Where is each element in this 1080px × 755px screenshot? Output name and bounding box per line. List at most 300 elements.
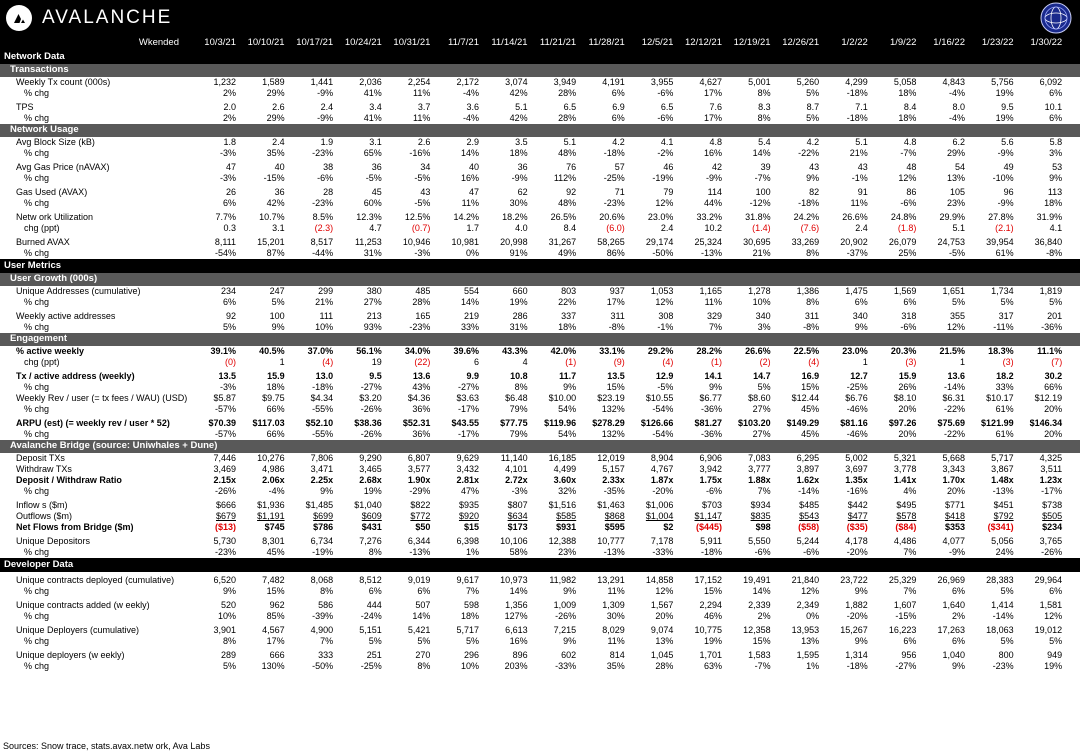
table-cell: 814: [609, 650, 625, 660]
table-cell: 660: [512, 286, 528, 296]
table-cell: 3.60x: [553, 475, 577, 485]
table-cell: 11%: [413, 113, 431, 123]
table-cell: 17,263: [937, 625, 965, 635]
table-cell: 20.3%: [890, 346, 917, 356]
table-cell: 4.8: [903, 137, 917, 147]
table-cell: $666: [215, 500, 236, 510]
subsection-header: [0, 124, 1080, 137]
table-row: [0, 661, 1080, 672]
table-cell: 11%: [461, 198, 479, 208]
table-cell: 28: [323, 187, 334, 197]
table-cell: 311: [804, 311, 820, 321]
table-cell: -19%: [652, 173, 674, 183]
table-cell: 3,577: [407, 464, 431, 474]
table-row: [0, 357, 1080, 368]
metrics-table: [0, 36, 1080, 672]
table-cell: 6%: [903, 297, 917, 307]
subsection-header: [0, 64, 1080, 77]
table-cell: 6,734: [310, 536, 334, 546]
table-cell: -39%: [312, 611, 334, 621]
table-cell: (1): [711, 357, 722, 367]
table-cell: $119.96: [544, 418, 577, 428]
table-cell: 20%: [1044, 404, 1063, 414]
table-cell: -18%: [798, 198, 820, 208]
table-cell: 24.2%: [793, 212, 820, 222]
table-cell: 5%: [1000, 586, 1014, 596]
table-cell: $103.20: [738, 418, 771, 428]
table-cell: 10%: [217, 611, 236, 621]
table-row: [0, 237, 1080, 248]
table-cell: 8.4: [903, 102, 917, 112]
table-cell: 270: [415, 650, 431, 660]
table-cell: 5%: [806, 88, 820, 98]
table-cell: 19%: [363, 486, 382, 496]
table-cell: -16%: [409, 148, 431, 158]
table-cell: (2.3): [314, 223, 334, 233]
table-cell: 3,343: [942, 464, 965, 474]
table-row: [0, 322, 1080, 333]
table-cell: 247: [269, 286, 285, 296]
table-cell: 76: [566, 162, 577, 172]
table-cell: -23%: [312, 198, 334, 208]
table-cell: 53: [1052, 162, 1063, 172]
table-row: [0, 173, 1080, 184]
table-row: [0, 311, 1080, 322]
table-cell: 5.1: [952, 223, 965, 233]
table-cell: 4,486: [893, 536, 917, 546]
table-cell: 79%: [509, 404, 528, 414]
table-cell: 10,973: [500, 575, 528, 585]
table-cell: -5%: [365, 173, 382, 183]
table-cell: 93%: [363, 322, 382, 332]
table-cell: 36: [371, 162, 382, 172]
table-cell: 3,901: [213, 625, 236, 635]
table-cell: 3,867: [991, 464, 1014, 474]
table-cell: 6%: [854, 297, 868, 307]
table-cell: 13,953: [791, 625, 820, 635]
table-cell: 92: [566, 187, 577, 197]
table-cell: 355: [949, 311, 965, 321]
table-cell: 35%: [606, 661, 625, 671]
table-cell: 23%: [558, 547, 577, 557]
table-cell: 43: [809, 162, 820, 172]
row-label: Unique Depositors: [16, 536, 91, 546]
table-cell: -23%: [312, 148, 334, 158]
table-cell: -6%: [657, 88, 674, 98]
table-cell: 8%: [417, 661, 431, 671]
table-cell: 26.6%: [842, 212, 868, 222]
table-cell: $43.55: [451, 418, 479, 428]
table-cell: 165: [415, 311, 431, 321]
table-cell: $1,004: [645, 511, 674, 521]
table-cell: 8%: [806, 248, 820, 258]
table-cell: -5%: [948, 248, 965, 258]
table-cell: $431: [361, 522, 382, 532]
table-cell: $792: [993, 511, 1014, 521]
table-cell: -15%: [895, 611, 917, 621]
table-cell: 598: [463, 600, 479, 610]
table-row: [0, 382, 1080, 393]
table-cell: 286: [512, 311, 528, 321]
table-cell: 2.15x: [213, 475, 236, 485]
table-cell: $1,463: [597, 500, 625, 510]
table-cell: 8,068: [310, 575, 334, 585]
subsection-title: Transactions: [10, 64, 69, 75]
table-cell: 36: [517, 162, 528, 172]
row-label: Unique contracts added (w eekly): [16, 600, 150, 610]
table-cell: 66%: [266, 429, 285, 439]
table-cell: 33.2%: [696, 212, 722, 222]
table-cell: 1%: [806, 661, 820, 671]
table-cell: 16%: [509, 636, 528, 646]
table-cell: 6%: [951, 586, 965, 596]
table-cell: 2.4: [855, 223, 868, 233]
table-cell: 1,314: [845, 650, 868, 660]
table-cell: 5,668: [942, 453, 965, 463]
table-cell: 28%: [558, 113, 577, 123]
table-cell: 299: [318, 286, 334, 296]
table-cell: 3,777: [748, 464, 771, 474]
table-cell: 2.6: [272, 102, 285, 112]
table-cell: (0): [225, 357, 236, 367]
table-cell: 8%: [320, 586, 334, 596]
table-cell: $1,191: [257, 511, 285, 521]
table-cell: 41%: [363, 88, 382, 98]
table-cell: 507: [415, 600, 431, 610]
table-cell: $585: [556, 511, 577, 521]
table-cell: 26: [225, 187, 236, 197]
table-cell: 1.23x: [1039, 475, 1063, 485]
table-row: [0, 636, 1080, 647]
table-cell: -4%: [268, 486, 285, 496]
table-cell: 8%: [757, 88, 771, 98]
table-cell: 16,185: [548, 453, 577, 463]
table-row: [0, 475, 1080, 486]
table-row: [0, 297, 1080, 308]
table-cell: 18.3%: [988, 346, 1014, 356]
table-cell: -9%: [317, 88, 334, 98]
table-cell: 21.5%: [939, 346, 965, 356]
table-cell: 79%: [509, 429, 528, 439]
table-cell: 20%: [898, 429, 917, 439]
table-cell: 3.1: [369, 137, 382, 147]
row-label: ARPU (est) (= weekly rev / user * 52): [16, 418, 170, 428]
table-cell: 37.0%: [307, 346, 334, 356]
row-label: % chg: [24, 661, 50, 671]
table-cell: 10%: [315, 322, 334, 332]
table-cell: 48: [906, 162, 917, 172]
table-cell: 6.5: [563, 102, 577, 112]
table-cell: (6.0): [606, 223, 625, 233]
row-label: % chg: [24, 586, 50, 596]
table-cell: $634: [507, 511, 528, 521]
table-cell: 65%: [363, 148, 382, 158]
table-cell: 1,040: [942, 650, 965, 660]
table-cell: 20%: [946, 486, 965, 496]
table-cell: 28,383: [986, 575, 1014, 585]
table-cell: 2.33x: [602, 475, 625, 485]
table-cell: 3,955: [650, 77, 674, 87]
table-cell: 2.4: [660, 223, 674, 233]
table-cell: 39: [760, 162, 771, 172]
table-cell: -18%: [846, 113, 868, 123]
table-cell: 3.1: [272, 223, 285, 233]
table-cell: 3,942: [699, 464, 722, 474]
table-cell: 12.9: [655, 371, 674, 381]
table-cell: 66%: [1044, 382, 1063, 392]
table-cell: 15,201: [257, 237, 285, 247]
table-cell: 3,432: [456, 464, 479, 474]
table-cell: 5,157: [602, 464, 625, 474]
table-cell: -19%: [312, 547, 334, 557]
table-cell: 41%: [363, 113, 382, 123]
table-cell: ($35): [846, 522, 868, 532]
table-cell: 203%: [504, 661, 528, 671]
subsection-header: [0, 440, 1080, 453]
table-cell: 39.1%: [210, 346, 236, 356]
table-cell: 1,567: [650, 600, 674, 610]
table-cell: 47: [225, 162, 236, 172]
table-cell: -9%: [948, 547, 965, 557]
table-cell: (4): [322, 357, 334, 367]
table-cell: 1.9: [320, 137, 334, 147]
table-cell: 5%: [465, 636, 479, 646]
table-cell: 6,807: [407, 453, 431, 463]
table-cell: $505: [1042, 511, 1063, 521]
table-cell: 20,998: [500, 237, 528, 247]
table-cell: 19%: [509, 297, 528, 307]
table-cell: 6%: [368, 586, 382, 596]
table-cell: 1,581: [1039, 600, 1063, 610]
table-cell: 91%: [509, 248, 528, 258]
table-cell: $786: [313, 522, 334, 532]
table-cell: -5%: [657, 382, 674, 392]
table-cell: (7): [1051, 357, 1063, 367]
table-cell: (4): [808, 357, 820, 367]
table-cell: -3%: [219, 382, 236, 392]
table-cell: -23%: [992, 661, 1014, 671]
table-cell: 14.1: [704, 371, 722, 381]
table-cell: -25%: [846, 382, 868, 392]
table-cell: 337: [561, 311, 577, 321]
table-cell: (3): [1002, 357, 1014, 367]
table-cell: 7,482: [262, 575, 285, 585]
table-cell: 61%: [995, 429, 1014, 439]
table-cell: 1.70x: [942, 475, 965, 485]
table-cell: 12%: [898, 173, 917, 183]
row-label: % chg: [24, 429, 50, 439]
table-cell: 4,077: [942, 536, 965, 546]
table-cell: 56.1%: [356, 346, 382, 356]
table-cell: 87%: [266, 248, 285, 258]
table-cell: 17%: [703, 88, 722, 98]
table-cell: $772: [410, 511, 431, 521]
table-cell: 12%: [1044, 611, 1063, 621]
table-cell: 12.7: [850, 371, 868, 381]
table-cell: 46: [663, 162, 674, 172]
table-cell: 7.7%: [215, 212, 236, 222]
table-cell: 1,583: [748, 650, 771, 660]
table-cell: $81.27: [694, 418, 722, 428]
table-cell: -22%: [798, 148, 820, 158]
table-cell: -6%: [900, 322, 917, 332]
table-cell: -35%: [603, 486, 625, 496]
table-cell: (1): [565, 357, 577, 367]
table-cell: 96: [1003, 187, 1014, 197]
table-cell: 8%: [806, 297, 820, 307]
table-cell: $4.36: [407, 393, 431, 403]
table-cell: 16,223: [888, 625, 917, 635]
table-row: [0, 102, 1080, 113]
table-cell: (22): [414, 357, 431, 367]
row-label: % chg: [24, 297, 50, 307]
table-row: [0, 393, 1080, 404]
table-cell: $10.17: [986, 393, 1014, 403]
section-title: User Metrics: [4, 260, 62, 271]
table-cell: 9,019: [407, 575, 431, 585]
table-cell: $771: [944, 500, 965, 510]
table-cell: 12,358: [743, 625, 771, 635]
table-cell: 9%: [854, 636, 868, 646]
table-cell: -46%: [846, 404, 868, 414]
table-cell: 48%: [558, 148, 577, 158]
table-cell: 82: [809, 187, 820, 197]
table-cell: 5%: [271, 297, 285, 307]
table-cell: $52.10: [305, 418, 334, 428]
row-label: % active weekly: [16, 346, 85, 356]
table-cell: 5%: [368, 636, 382, 646]
table-cell: 1,882: [845, 600, 868, 610]
table-cell: 1.41x: [893, 475, 917, 485]
week-date-header: 1/9/22: [889, 37, 917, 48]
table-cell: 105: [949, 187, 965, 197]
table-cell: 15%: [606, 382, 625, 392]
table-cell: -1%: [657, 322, 674, 332]
table-cell: 1,278: [748, 286, 771, 296]
table-cell: 318: [901, 311, 917, 321]
table-cell: -5%: [414, 198, 431, 208]
table-cell: 45%: [266, 547, 285, 557]
table-cell: $418: [944, 511, 965, 521]
table-cell: 4,900: [310, 625, 334, 635]
table-cell: $485: [799, 500, 820, 510]
table-cell: 1,589: [262, 77, 285, 87]
table-cell: 14%: [509, 586, 528, 596]
table-cell: 444: [366, 600, 382, 610]
table-cell: 6,344: [407, 536, 431, 546]
table-cell: 5%: [222, 661, 236, 671]
table-cell: -3%: [511, 486, 528, 496]
table-cell: ($13): [214, 522, 236, 532]
table-cell: 19%: [1044, 661, 1063, 671]
table-cell: (7.6): [800, 223, 820, 233]
table-cell: 26.5%: [550, 212, 577, 222]
table-cell: ($58): [798, 522, 820, 532]
week-date-header: 11/28/21: [588, 37, 625, 48]
table-cell: 35%: [266, 148, 285, 158]
table-cell: $1,516: [548, 500, 577, 510]
table-cell: 25,329: [888, 575, 917, 585]
table-cell: $9.75: [262, 393, 285, 403]
table-cell: (2.1): [995, 223, 1014, 233]
table-cell: 44%: [703, 198, 722, 208]
table-row: [0, 371, 1080, 382]
table-cell: (3): [905, 357, 917, 367]
table-cell: 4.2: [806, 137, 820, 147]
table-cell: -44%: [312, 248, 334, 258]
table-cell: -4%: [948, 113, 965, 123]
table-cell: $10.00: [548, 393, 577, 403]
table-cell: -9%: [997, 148, 1014, 158]
table-cell: 4.2: [612, 137, 625, 147]
table-cell: 42: [711, 162, 722, 172]
table-cell: 10,777: [597, 536, 625, 546]
week-date-header: 10/31/21: [393, 37, 431, 48]
table-cell: 6.2: [952, 137, 965, 147]
table-cell: 29,964: [1034, 575, 1063, 585]
table-cell: $149.29: [786, 418, 820, 428]
table-cell: -27%: [360, 382, 382, 392]
table-row: [0, 418, 1080, 429]
table-cell: 5.1: [855, 137, 868, 147]
table-cell: 54%: [558, 404, 577, 414]
table-cell: (9): [613, 357, 625, 367]
table-cell: 14%: [460, 148, 479, 158]
table-cell: 20%: [1044, 429, 1063, 439]
table-cell: -17%: [457, 404, 479, 414]
table-cell: 18%: [1044, 198, 1063, 208]
table-cell: 14%: [412, 611, 431, 621]
table-cell: 2,294: [699, 600, 722, 610]
table-cell: 8%: [514, 382, 528, 392]
table-row: [0, 77, 1080, 88]
table-cell: -4%: [948, 88, 965, 98]
table-cell: 2.68x: [359, 475, 382, 485]
table-cell: 10.2: [704, 223, 722, 233]
table-cell: 17%: [606, 297, 625, 307]
table-cell: 1.75x: [699, 475, 722, 485]
table-cell: -57%: [214, 404, 236, 414]
table-cell: $609: [361, 511, 382, 521]
week-date-header: 10/3/21: [204, 37, 236, 48]
table-cell: 11,253: [354, 237, 382, 247]
table-cell: 19%: [995, 88, 1014, 98]
table-cell: -46%: [846, 429, 868, 439]
table-cell: $6.48: [505, 393, 528, 403]
table-cell: 2,254: [407, 77, 431, 87]
row-label: Net Flows from Bridge ($m): [16, 522, 134, 532]
table-cell: 34.0%: [404, 346, 431, 356]
table-cell: 2%: [757, 611, 771, 621]
subsection-title: Network Usage: [10, 124, 79, 135]
table-row: [0, 148, 1080, 159]
table-row: [0, 113, 1080, 124]
table-cell: $8.60: [748, 393, 771, 403]
table-cell: 42%: [266, 198, 285, 208]
row-label: TPS: [16, 102, 34, 112]
table-cell: 937: [609, 286, 625, 296]
table-cell: 11%: [413, 88, 431, 98]
table-cell: $126.66: [640, 418, 674, 428]
week-ended-label: Wkended: [138, 37, 179, 48]
table-cell: $121.99: [981, 418, 1014, 428]
table-cell: $81.16: [840, 418, 868, 428]
table-cell: -18%: [312, 382, 334, 392]
table-cell: $50: [415, 522, 431, 532]
table-row: [0, 536, 1080, 547]
table-row: [0, 187, 1080, 198]
table-cell: 40: [468, 162, 479, 172]
